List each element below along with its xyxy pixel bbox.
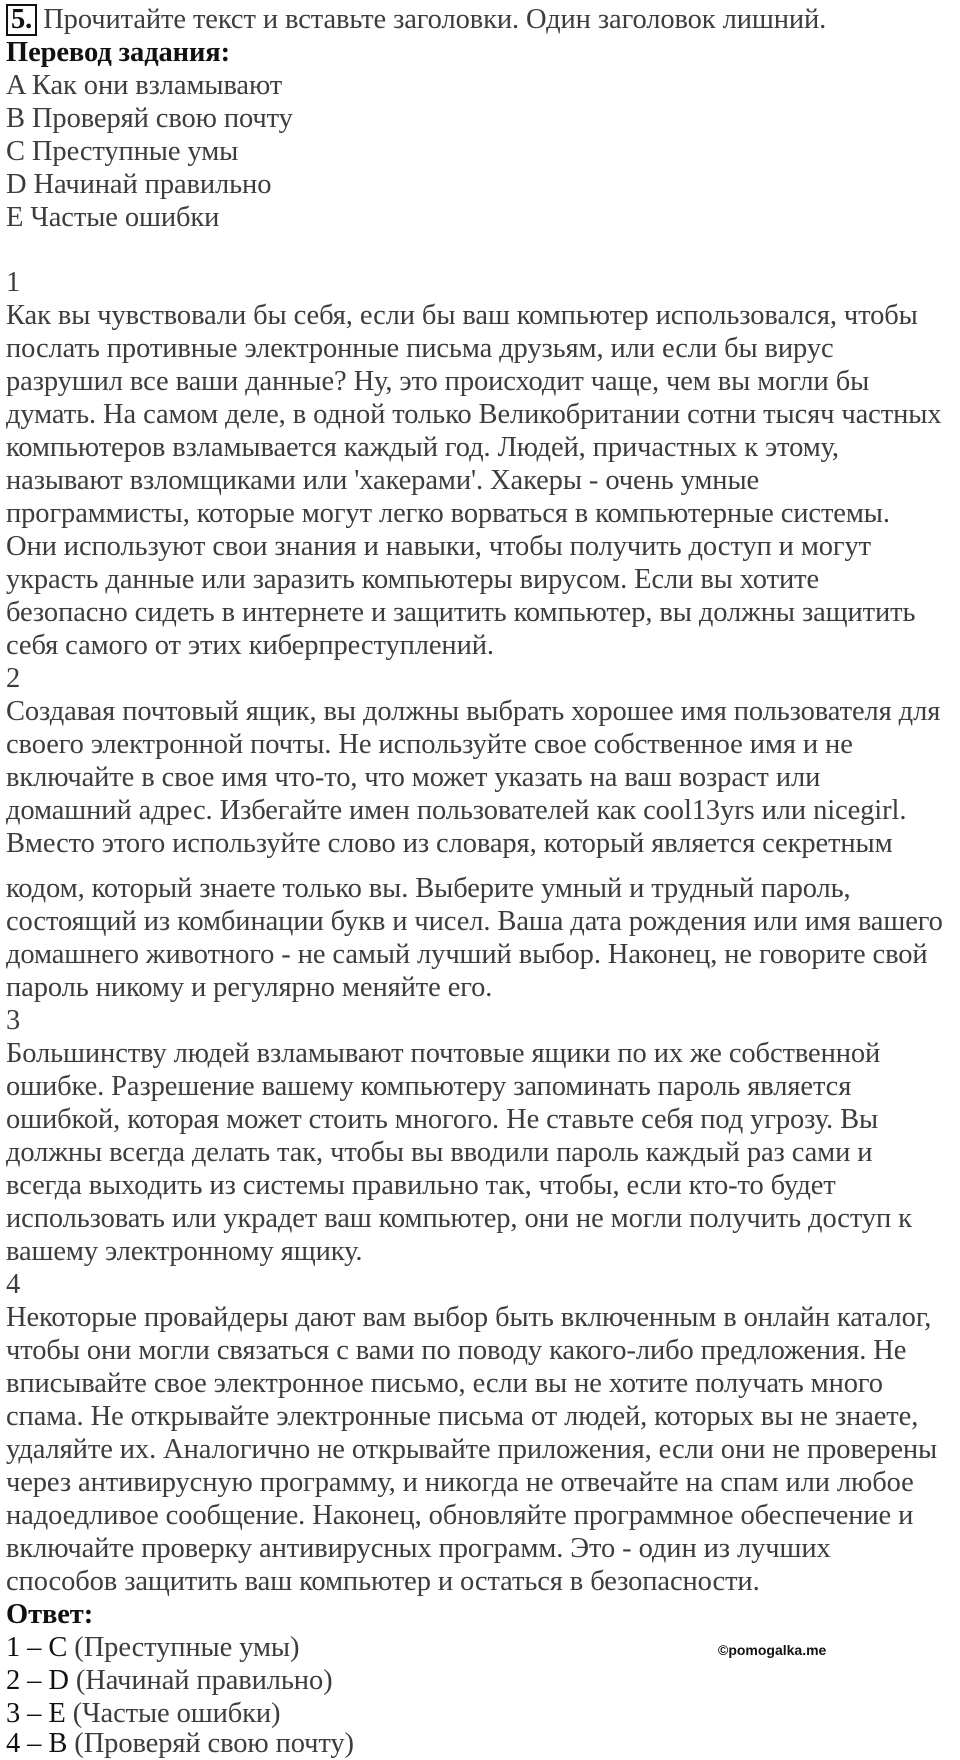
text-line: безопасно сидеть в интернете и защитить компьютер, вы должны защитить: [6, 597, 916, 628]
text-line: Некоторые провайдеры дают вам выбор быть включенным в онлайн каталог,: [6, 1302, 932, 1333]
heading-option: A Как они взламывают: [6, 70, 283, 101]
answer-item: [6, 1698, 280, 1730]
text-line: спама. Не открывайте электронные письма от людей, которых вы не знаете,: [6, 1401, 919, 1432]
section-number: 3: [6, 1005, 21, 1036]
text-line: удаляйте их. Аналогично не открывайте приложения, если они не проверены: [6, 1434, 938, 1465]
answer-label: Ответ:: [6, 1599, 94, 1630]
heading-option: D Начинай правильно: [6, 169, 272, 200]
text-line: всегда выходить из системы правильно так, чтобы, если кто-то будет: [6, 1170, 836, 1201]
translation-label: Перевод задания:: [6, 37, 231, 68]
answer-item: [6, 1632, 299, 1664]
text-line: чтобы они могли связаться с вами по поводу какого-либо предложения. Не: [6, 1335, 907, 1366]
answer-item: [6, 1728, 354, 1760]
text-line: Создавая почтовый ящик, вы должны выбрать хорошее имя пользователя для: [6, 696, 941, 727]
text-line: использовать или украдет ваш компьютер, они не могли получить доступ к: [6, 1203, 912, 1234]
text-line: вашему электронному ящику.: [6, 1236, 363, 1267]
text-line: способов защитить ваш компьютер и остаться в безопасности.: [6, 1566, 760, 1597]
answer-text: (Начинай правильно): [75, 1665, 333, 1696]
text-line: включайте в свое имя что-то, что может указать на ваш возраст или: [6, 762, 821, 793]
text-line: программисты, которые могут легко ворваться в компьютерные системы.: [6, 498, 890, 529]
answer-key: 1 – C: [6, 1632, 68, 1663]
text-line: разрушил все ваши данные? Ну, это происходит чаще, чем вы могли бы: [6, 366, 870, 397]
answer-text: (Преступные умы): [74, 1632, 300, 1663]
text-line: домашний адрес. Избегайте имен пользователей как cool13yrs или nicegirl.: [6, 795, 907, 826]
text-line: думать. На самом деле, в одной только Великобритании сотни тысяч частных: [6, 399, 942, 430]
text-line: включайте проверку антивирусных программ. Это - один из лучших: [6, 1533, 831, 1564]
text-line: пароль никому и регулярно меняйте его.: [6, 972, 493, 1003]
watermark: ©pomogalka.me: [718, 1642, 827, 1658]
text-line: ошибке. Разрешение вашему компьютеру запоминать пароль является: [6, 1071, 852, 1102]
heading-option: C Преступные умы: [6, 136, 239, 167]
answer-item: [6, 1665, 333, 1697]
text-line: Они используют свои знания и навыки, чтобы получить доступ и могут: [6, 531, 872, 562]
heading-option: E Частые ошибки: [6, 202, 220, 233]
heading-option: B Проверяй свою почту: [6, 103, 293, 134]
text-line: украсть данные или заразить компьютеры вирусом. Если вы хотите: [6, 564, 819, 595]
text-line: послать противные электронные письма друзьям, или если бы вирус: [6, 333, 834, 364]
text-line: Вместо этого используйте слово из словаря, который является секретным: [6, 828, 893, 859]
task-instruction: Прочитайте текст и вставьте заголовки. Один заголовок лишний.: [43, 4, 827, 35]
task-header: [6, 4, 826, 36]
text-line: вписывайте свое электронное письмо, если вы не хотите получать много: [6, 1368, 883, 1399]
answer-text: (Частые ошибки): [72, 1698, 281, 1729]
section-number: 2: [6, 663, 21, 694]
text-line: должны всегда делать так, чтобы вы вводили пароль каждый раз сами и: [6, 1137, 873, 1168]
text-line: состоящий из комбинации букв и чисел. Ваша дата рождения или имя вашего: [6, 906, 943, 937]
text-line: надоедливое сообщение. Наконец, обновляйте программное обеспечение и: [6, 1500, 914, 1531]
text-line: домашнего животного - не самый лучший выбор. Наконец, не говорите свой: [6, 939, 928, 970]
answer-text: (Проверяй свою почту): [74, 1728, 354, 1759]
text-line: кодом, который знаете только вы. Выберите умный и трудный пароль,: [6, 873, 851, 904]
task-number: 5.: [6, 4, 37, 36]
text-line: Большинству людей взламывают почтовые ящики по их же собственной: [6, 1038, 881, 1069]
section-number: 4: [6, 1269, 21, 1300]
text-line: ошибкой, которая может стоить многого. Не ставьте себя под угрозу. Вы: [6, 1104, 879, 1135]
text-line: называют взломщиками или 'хакерами'. Хакеры - очень умные: [6, 465, 760, 496]
text-line: себя самого от этих киберпреступлений.: [6, 630, 494, 661]
text-line: компьютеров взламывается каждый год. Людей, причастных к этому,: [6, 432, 839, 463]
text-line: своего электронной почты. Не используйте свое собственное имя и не: [6, 729, 853, 760]
answer-key: 3 – E: [6, 1698, 66, 1729]
answer-key: 2 – D: [6, 1665, 69, 1696]
text-line: Как вы чувствовали бы себя, если бы ваш компьютер использовался, чтобы: [6, 300, 918, 331]
section-number: 1: [6, 267, 21, 298]
text-line: через антивирусную программу, и никогда не отвечайте на спам или любое: [6, 1467, 914, 1498]
answer-key: 4 – B: [6, 1728, 68, 1759]
